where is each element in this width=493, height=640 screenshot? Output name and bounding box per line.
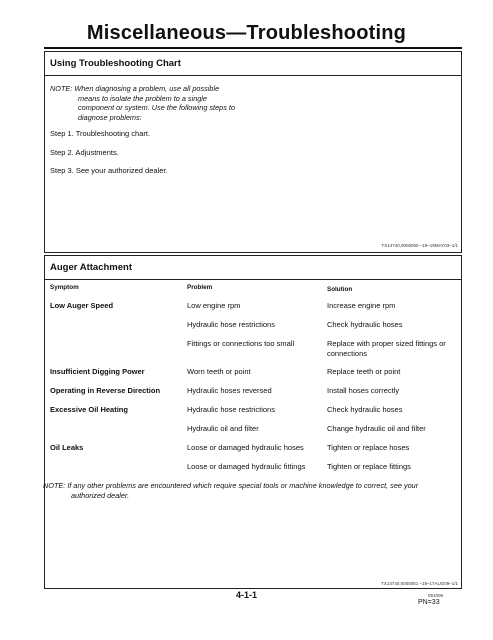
note-line: diagnose problems: (78, 112, 142, 122)
note (43, 481, 459, 500)
header-solution: Solution (327, 286, 353, 293)
section-using-troubleshooting-chart (44, 51, 462, 253)
note-line: NOTE: If any other problems are encountered which require special tools or machine knowledge to correct, see your (43, 481, 419, 490)
problem-cell: Loose or damaged hydraulic fittings (187, 462, 306, 471)
page-number: 4-1-1 (235, 590, 257, 600)
problem-cell: Hydraulic hose restrictions (187, 320, 275, 329)
symptom-cell: Operating in Reverse Direction (50, 386, 161, 395)
page-title: Miscellaneous—Troubleshooting (86, 22, 407, 44)
note-line: component or system. Use the following steps to (78, 103, 235, 112)
problem-cell: Hydraulic hoses reversed (187, 386, 272, 395)
symptom-cell: Insufficient Digging Power (50, 367, 145, 376)
footer-code: 091006 (428, 593, 444, 598)
section-divider (45, 75, 461, 76)
reference-code: TX14740,0000051 –19–17AUG09–1/1 (381, 581, 458, 586)
solution-cell: Replace teeth or point (327, 367, 401, 376)
title-rule (44, 47, 462, 49)
symptom-cell: Excessive Oil Heating (50, 405, 128, 414)
solution-cell: Install hoses correctly (327, 386, 400, 395)
problem-cell: Hydraulic oil and filter (187, 424, 259, 433)
solution-cell: Increase engine rpm (327, 301, 396, 310)
problem-cell: Worn teeth or point (187, 367, 251, 376)
step-1: Step 1. Troubleshooting chart. (50, 129, 151, 138)
problem-cell: Hydraulic hose restrictions (187, 405, 275, 414)
solution-cell: Change hydraulic oil and filter (327, 424, 426, 433)
solution-cell: Check hydraulic hoses (327, 320, 403, 329)
note (50, 84, 275, 122)
step-3: Step 3. See your authorized dealer. (50, 166, 168, 175)
solution-cell: Replace with proper sized fittings or connections (327, 339, 446, 358)
problem-cell: Low engine rpm (187, 301, 241, 310)
reference-code: TX14740,0000050 –19–19MAY03–1/1 (381, 243, 458, 248)
header-symptom: Symptom (50, 284, 79, 291)
header-problem: Problem (187, 284, 213, 291)
step-2: Step 2. Adjustments. (50, 148, 119, 157)
solution-cell: Tighten or replace fittings (327, 462, 411, 471)
problem-cell: Loose or damaged hydraulic hoses (187, 443, 304, 452)
section-title: Auger Attachment (50, 262, 132, 273)
section-auger-attachment (44, 255, 462, 589)
problem-cell: Fittings or connections too small (187, 339, 295, 348)
note-line: means to isolate the problem to a single (78, 93, 207, 103)
note-line: NOTE: When diagnosing a problem, use all possible (50, 84, 220, 93)
solution-cell: Tighten or replace hoses (327, 443, 410, 452)
symptom-cell: Oil Leaks (50, 443, 84, 452)
note-line: authorized dealer. (71, 490, 130, 500)
pn-label: PN=33 (418, 599, 440, 606)
section-title: Using Troubleshooting Chart (50, 58, 181, 69)
section-divider (45, 279, 461, 280)
solution-cell: Check hydraulic hoses (327, 405, 403, 414)
symptom-cell: Low Auger Speed (50, 301, 114, 310)
